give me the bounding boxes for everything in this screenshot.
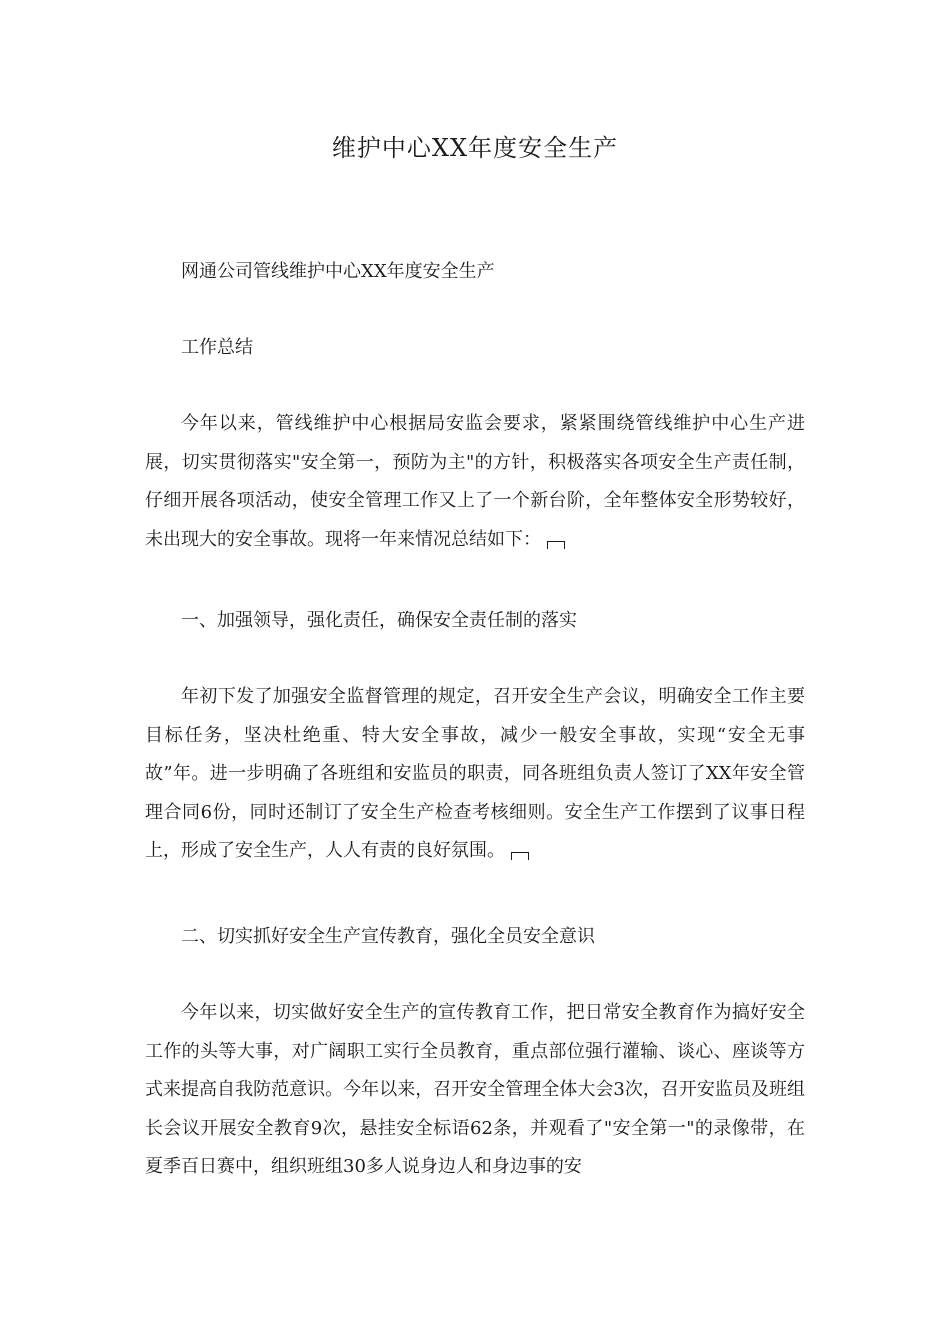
paragraph-section-2 <box>145 994 805 1187</box>
paragraph-section-1-text: 年初下发了加强安全监督管理的规定，召开安全生产会议，明确安全工作主要目标任务，坚决杜绝重、特大安全事故，减少一般安全事故，实现“安全无事故”年。进一步明确了各班组和安监员的职责，同各班组负责人签订了XX年安全管理合同6份，同时还制订了安全生产检查考核细则。安全生产工作摆到了议事日程上，形成了安全生产，人人有责的良好氛围。 <box>145 686 805 861</box>
paragraph-end-mark-icon <box>547 541 565 549</box>
paragraph-intro <box>145 405 805 559</box>
paragraph-subtitle-text: 网通公司管线维护中心XX年度安全生产 <box>181 261 495 282</box>
paragraph-end-mark-icon <box>511 852 529 860</box>
section-heading-2 <box>145 918 805 957</box>
paragraph-subtitle <box>145 253 805 292</box>
section-heading-1 <box>145 602 805 641</box>
paragraph-subtitle-2-text: 工作总结 <box>181 337 253 358</box>
paragraph-section-2-text: 今年以来，切实做好安全生产的宣传教育工作，把日常安全教育作为搞好安全工作的头等大事，对广阔职工实行全员教育，重点部位强行灌输、谈心、座谈等方式来提高自我防范意识。今年以来，召开安全管理全体大会3次，召开安监员及班组长会议开展安全教育9次，悬挂安全标语62条，并观看了"安全第一"的录像带，在夏季百日赛中，组织班组30多人说身边人和身边事的安 <box>145 1002 805 1177</box>
section-heading-1-text: 一、加强领导，强化责任，确保安全责任制的落实 <box>181 610 577 631</box>
document-title: 维护中心XX年度安全生产 <box>331 134 619 162</box>
paragraph-subtitle-2 <box>145 329 805 368</box>
paragraph-intro-text: 今年以来，管线维护中心根据局安监会要求，紧紧围绕管线维护中心生产进展，切实贯彻落实"安全第一，预防为主"的方针，积极落实各项安全生产责任制，仔细开展各项活动，使安全管理工作又上了一个新台阶，全年整体安全形势较好，未出现大的安全事故。现将一年来情况总结如下： <box>145 413 805 550</box>
paragraph-section-1 <box>145 678 805 871</box>
section-heading-2-text: 二、切实抓好安全生产宣传教育，强化全员安全意识 <box>181 926 595 947</box>
